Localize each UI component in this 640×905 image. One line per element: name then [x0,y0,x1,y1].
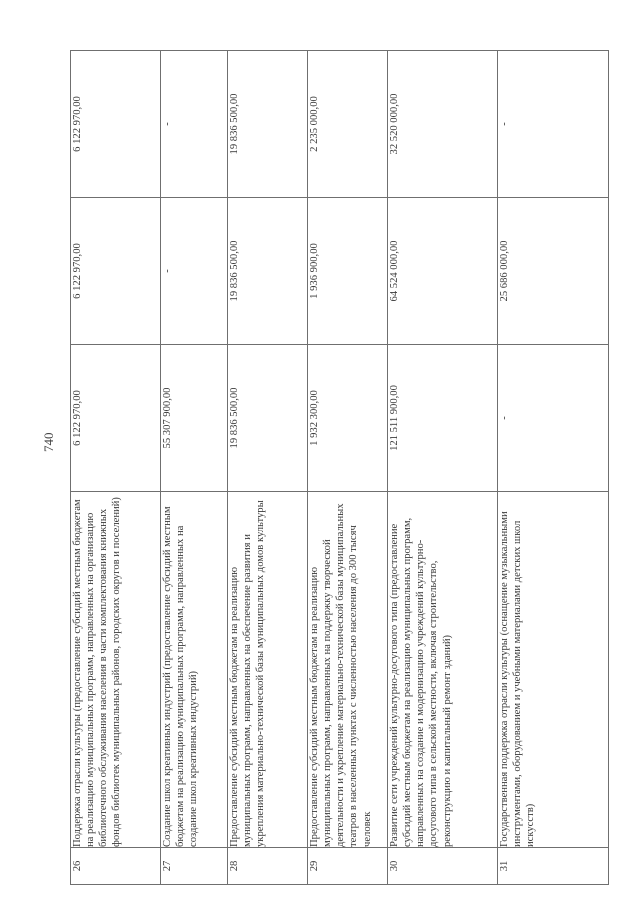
table-row [228,51,308,885]
value-col-2: - [161,198,228,345]
budget-table [70,50,609,885]
row-description: Государственная поддержка отрасли культуры (оснащение музыкальными инструментами, оборудованием и учебными материалами детских школ искусств) [498,492,609,848]
row-number: 28 [228,848,308,885]
row-number: 27 [161,848,228,885]
value-col-3: 32 520 000,00 [388,51,498,198]
row-number: 26 [71,848,161,885]
table-row [71,51,161,885]
value-col-2: 1 936 900,00 [308,198,388,345]
table-row [308,51,388,885]
value-col-3: 19 836 500,00 [228,51,308,198]
value-col-2: 25 686 000,00 [498,198,609,345]
value-col-3: 2 235 000,00 [308,51,388,198]
value-col-1: 19 836 500,00 [228,345,308,492]
row-description: Создание школ креативных индустрий (предоставление субсидий местным бюджетам на реализацию муниципальных программ, направленных на создание школ креативных индустрий) [161,492,228,848]
value-col-1: 121 511 900,00 [388,345,498,492]
value-col-1: 55 307 900,00 [161,345,228,492]
value-col-1: 6 122 970,00 [71,345,161,492]
value-col-1: 1 932 300,00 [308,345,388,492]
value-col-2: 64 524 000,00 [388,198,498,345]
page-number: 740 [41,432,56,452]
row-description: Предоставление субсидий местным бюджетам на реализацию муниципальных программ, направленных на обеспечение развития и укрепления материально-технической базы муниципальных домов культуры [228,492,308,848]
row-description: Развитие сети учреждений культурно-досугового типа (предоставление субсидий местным бюджетам на реализацию муниципальных программ, направленных на создание и модернизацию учреждений культурно-досугового типа в сельской местности, включая строительство, реконструкцию и капитальный ремонт зданий) [388,492,498,848]
row-description: Поддержка отрасли культуры (предоставление субсидий местным бюджетам на реализацию муниципальных программ, направленных на организацию библиотечного обслуживания населения в части комплектования книжных фондов библиотек муниципальных районов, городских округов и поселений) [71,492,161,848]
row-number: 30 [388,848,498,885]
rotated-table-wrapper [70,55,608,885]
row-number: 31 [498,848,609,885]
value-col-3: - [161,51,228,198]
value-col-2: 6 122 970,00 [71,198,161,345]
value-col-2: 19 836 500,00 [228,198,308,345]
table-row [498,51,609,885]
row-number: 29 [308,848,388,885]
value-col-1: - [498,345,609,492]
table-row [161,51,228,885]
value-col-3: - [498,51,609,198]
row-description: Предоставление субсидий местным бюджетам на реализацию муниципальных программ, направленных на поддержку творческой деятельности и укрепление материально-технической базы муниципальных театров в населенных пунктах с численностью населения до 300 тысяч человек [308,492,388,848]
value-col-3: 6 122 970,00 [71,51,161,198]
table-row [388,51,498,885]
